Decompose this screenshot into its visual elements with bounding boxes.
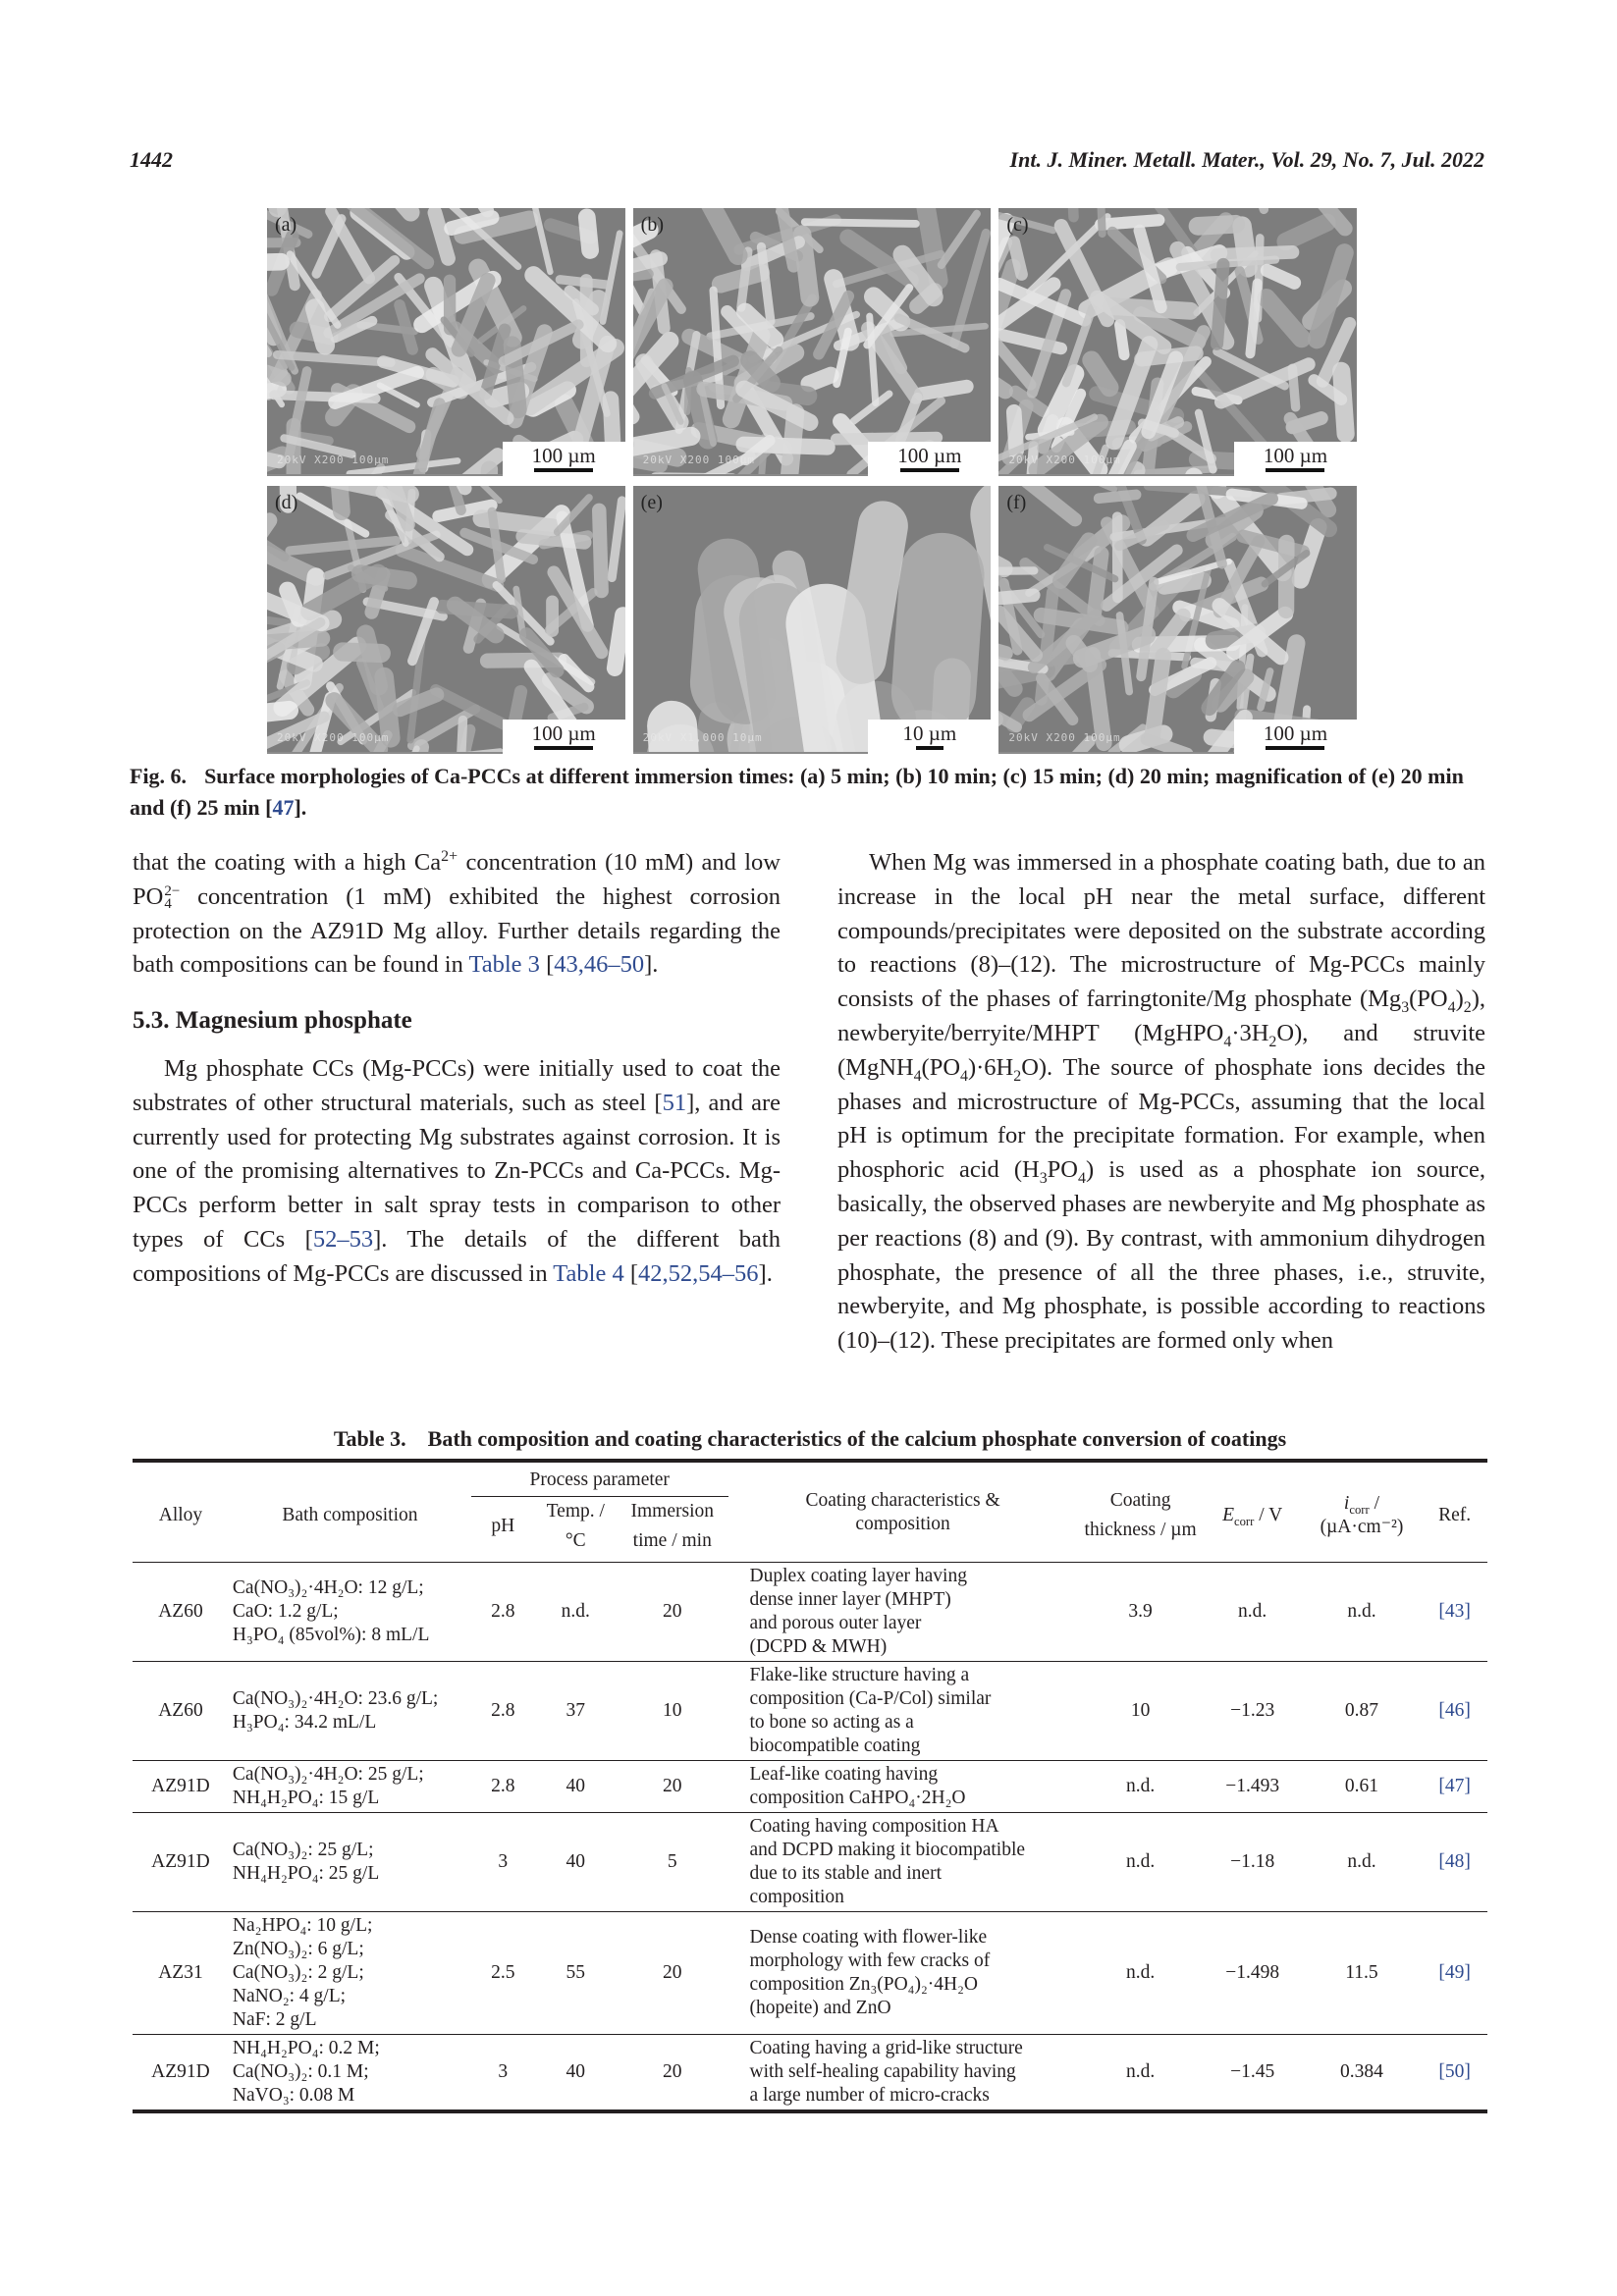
col-header-ref: Ref. xyxy=(1422,1461,1487,1563)
panel-label: (c) xyxy=(1006,214,1029,236)
bath-line: NH₄H₂PO₄: 0.2 M; xyxy=(232,2038,380,2058)
scale-bar xyxy=(868,442,991,476)
sem-micrograph xyxy=(998,486,1357,752)
cell-characteristics xyxy=(728,1563,1078,1662)
cell-icorr: n.d. xyxy=(1302,1813,1422,1912)
bath-line: NH₄H₂PO₄: 15 g/L xyxy=(232,1788,380,1808)
scale-bar-label: 10 µm xyxy=(902,721,957,745)
cell-alloy: AZ31 xyxy=(133,1912,229,2035)
panel-label: (a) xyxy=(275,214,297,236)
cell-bath xyxy=(229,1912,471,2035)
bath-line: Zn(NO₃)₂: 6 g/L; xyxy=(232,1939,364,1959)
panel-label: (b) xyxy=(640,214,664,236)
scale-bar-line xyxy=(1266,468,1324,472)
scale-bar xyxy=(868,720,991,754)
bath-line: Na₂HPO₄: 10 g/L; xyxy=(232,1915,373,1936)
cell-bath xyxy=(229,1563,471,1662)
citation-link[interactable]: 52–53 xyxy=(312,1225,374,1253)
characteristics-line: Dense coating with flower-like xyxy=(749,1927,988,1948)
cell-temp: 40 xyxy=(535,1761,617,1813)
text: ) is used as a phosphate ion source, basically, the observed phases are newberyite and Mg phosphate as per reactions (8) and (9). By contrast, with ammonium dihydrogen phosphate, the presence of all the three phases, i.e., struvite, newberyite, and Mg phosphate, is possible according to reactions (10)–(12). These precipitates are formed only when xyxy=(837,1156,1485,1355)
characteristics-line: Duplex coating layer having xyxy=(749,1566,967,1586)
cell-time: 20 xyxy=(617,1761,728,1813)
scale-bar xyxy=(1234,720,1357,754)
cell-time: 20 xyxy=(617,1563,728,1662)
characteristics-line: composition CaHPO₄·2H₂O xyxy=(749,1788,966,1808)
page-number: 1442 xyxy=(130,147,173,172)
cell-ecorr: n.d. xyxy=(1204,1563,1302,1662)
cell-bath xyxy=(229,1813,471,1912)
cell-time: 20 xyxy=(617,1912,728,2035)
text: (PO xyxy=(921,1053,961,1081)
text: (PO xyxy=(1409,986,1448,1013)
cell-ph: 2.5 xyxy=(471,1912,535,2035)
sem-image-panel xyxy=(998,486,1357,754)
cell-icorr: n.d. xyxy=(1302,1563,1422,1662)
bath-line: H₃PO₄ (85vol%): 8 mL/L xyxy=(232,1625,430,1645)
text: O), and struvite (MgNH xyxy=(837,1019,1485,1081)
scale-bar-label: 100 µm xyxy=(897,444,962,467)
subscript: corr xyxy=(1349,1502,1370,1517)
col-header-ecorr xyxy=(1204,1461,1302,1563)
citation-link[interactable]: 42,52,54–56 xyxy=(638,1259,759,1287)
scale-bar-label: 100 µm xyxy=(531,444,596,467)
subscript: corr xyxy=(1233,1514,1255,1528)
text: )·6H xyxy=(967,1053,1014,1081)
bath-line: Ca(NO₃)₂·4H₂O: 12 g/L; xyxy=(232,1577,424,1598)
sem-info-text: 20kV X200 100µm xyxy=(277,731,390,744)
text: PO xyxy=(1047,1156,1078,1184)
citation-link[interactable]: 51 xyxy=(662,1089,687,1116)
sem-micrograph xyxy=(633,486,992,752)
table-row xyxy=(133,1662,1487,1761)
figure-caption xyxy=(130,761,1486,824)
scale-bar-line xyxy=(1266,746,1324,750)
characteristics-line: (hopeite) and ZnO xyxy=(749,1998,891,2018)
cell-characteristics xyxy=(728,1662,1078,1761)
bath-line: NH₄H₂PO₄: 25 g/L xyxy=(232,1863,380,1884)
scale-bar xyxy=(503,442,625,476)
bath-line: H₃PO₄: 34.2 mL/L xyxy=(232,1712,377,1733)
characteristics-line: and porous outer layer xyxy=(749,1613,922,1633)
panel-label: (e) xyxy=(640,492,663,513)
sem-micrograph xyxy=(998,208,1357,474)
cell-ref-link[interactable]: [50] xyxy=(1422,2035,1487,2112)
col-header-alloy: Alloy xyxy=(133,1461,229,1563)
characteristics-line: dense inner layer (MHPT) xyxy=(749,1589,951,1610)
bath-line: Ca(NO₃)₂: 25 g/L; xyxy=(232,1840,374,1860)
cell-ecorr: −1.45 xyxy=(1204,2035,1302,2112)
subscript: 4 xyxy=(913,1067,922,1085)
sem-info-text: 20kV X1,000 10µm xyxy=(642,731,763,744)
paragraph xyxy=(133,846,781,983)
bath-line: Ca(NO₃)₂: 2 g/L; xyxy=(232,1962,364,1983)
text: O). The source of phosphate ions decides the phases and microstructure of Mg-PCCs, assuming that the local pH is optimum for the precipitate formation. For example, when phosphoric acid (H xyxy=(837,1053,1485,1184)
cell-temp: 55 xyxy=(535,1912,617,2035)
cell-icorr: 0.384 xyxy=(1302,2035,1422,2112)
table-label: Table 3. xyxy=(333,1426,406,1451)
table-3-link[interactable]: Table 3 xyxy=(468,951,540,979)
scale-bar-line xyxy=(900,468,959,472)
cell-temp: 37 xyxy=(535,1662,617,1761)
col-header-temp: Temp. / °C xyxy=(535,1497,617,1563)
scale-bar-line xyxy=(534,746,593,750)
cell-ref-link[interactable]: [43] xyxy=(1422,1563,1487,1662)
text: When Mg was immersed in a phosphate coating bath, due to an increase in the local pH near the metal surface, different compounds/precipitates were deposited on the substrate according to reactions (8)–(12). The microstructure of Mg-PCCs mainly consists of the phases of farringtonite/Mg phosphate (Mg xyxy=(837,849,1485,1013)
subscript: 4 xyxy=(164,896,172,913)
cell-ph: 2.8 xyxy=(471,1761,535,1813)
text: [ xyxy=(623,1259,639,1287)
cell-ref-link[interactable]: [47] xyxy=(1422,1761,1487,1813)
cell-ref-link[interactable]: [48] xyxy=(1422,1813,1487,1912)
sem-info-text: 20kV X200 100µm xyxy=(1008,731,1121,744)
cell-characteristics xyxy=(728,1912,1078,2035)
section-heading: 5.3. Magnesium phosphate xyxy=(133,1007,412,1035)
text: ], and are currently used for protecting Mg substrates against corrosion. It is one of the promising alternatives to Zn-PCCs and Ca-PCCs. Mg-PCCs perform better in salt spray tests in comparison to other types of CCs [ xyxy=(133,1089,781,1253)
subscript: 4 xyxy=(1223,1033,1232,1050)
characteristics-line: with self-healing capability having xyxy=(749,2061,1016,2082)
subscript: 3 xyxy=(1039,1170,1048,1188)
text: ]. xyxy=(644,951,659,979)
table-row xyxy=(133,1912,1487,2035)
col-header-process: Process parameter xyxy=(471,1461,728,1497)
subscript: 4 xyxy=(960,1067,968,1085)
cell-alloy: AZ91D xyxy=(133,1761,229,1813)
text: concentration (10 mM) and low PO xyxy=(133,849,781,910)
ecorr-unit: / V xyxy=(1254,1504,1283,1525)
cell-characteristics xyxy=(728,1813,1078,1912)
cell-icorr: 0.87 xyxy=(1302,1662,1422,1761)
paragraph xyxy=(133,1052,781,1292)
bath-line: CaO: 1.2 g/L; xyxy=(232,1601,339,1622)
icorr-unit: / (µA·cm⁻²) xyxy=(1320,1492,1404,1537)
table-3 xyxy=(133,1459,1487,2113)
subscript: 4 xyxy=(1078,1170,1086,1188)
sem-info-text: 20kV X200 100µm xyxy=(277,454,390,466)
bath-line: NaVO₃: 0.08 M xyxy=(232,2085,355,2106)
cell-thickness: n.d. xyxy=(1078,1912,1204,2035)
cell-alloy: AZ60 xyxy=(133,1563,229,1662)
bath-line: NaNO₂: 4 g/L; xyxy=(232,1986,347,2006)
text: ]. The details of the different bath compositions of Mg-PCCs are discussed in xyxy=(133,1225,781,1287)
bath-line: NaF: 2 g/L xyxy=(232,2009,317,2030)
col-header-bath: Bath composition xyxy=(229,1461,471,1563)
right-column xyxy=(837,846,1485,1359)
icorr-symbol: i xyxy=(1343,1492,1350,1514)
subscript: 2 xyxy=(1013,1067,1022,1085)
subscript: 2 xyxy=(1463,999,1472,1017)
paragraph xyxy=(837,846,1485,1359)
text: Mg phosphate CCs (Mg-PCCs) were initially used to coat the substrates of other structural materials, such as steel [ xyxy=(133,1054,781,1116)
superscript: 2+ xyxy=(441,847,458,865)
cell-thickness: n.d. xyxy=(1078,1813,1204,1912)
cell-ecorr: −1.18 xyxy=(1204,1813,1302,1912)
citation-link[interactable]: 43,46–50 xyxy=(554,951,645,979)
cell-ref-link[interactable]: [46] xyxy=(1422,1662,1487,1761)
cell-ecorr: −1.493 xyxy=(1204,1761,1302,1813)
sem-info-text: 20kV X200 100µm xyxy=(642,454,755,466)
bath-line: Ca(NO₃)₂·4H₂O: 23.6 g/L; xyxy=(232,1688,439,1709)
characteristics-line: composition (Ca-P/Col) similar xyxy=(749,1688,992,1709)
figure-label: Fig. 6. xyxy=(130,764,188,788)
subscript: 3 xyxy=(1401,999,1410,1017)
col-header-immersion: Immersion time / min xyxy=(617,1497,728,1563)
text: ), newberyite/berryite/MHPT (MgHPO xyxy=(837,986,1485,1046)
cell-thickness: 10 xyxy=(1078,1662,1204,1761)
characteristics-line: composition xyxy=(749,1887,844,1907)
cell-temp: n.d. xyxy=(535,1563,617,1662)
cell-thickness: n.d. xyxy=(1078,2035,1204,2112)
subscript: 2 xyxy=(1268,1033,1277,1050)
cell-ph: 3 xyxy=(471,1813,535,1912)
table-row xyxy=(133,1761,1487,1813)
sem-image-panel xyxy=(267,486,625,754)
figure-6 xyxy=(267,208,1357,754)
cell-ecorr: −1.498 xyxy=(1204,1912,1302,2035)
sem-micrograph xyxy=(267,208,625,474)
table-4-link[interactable]: Table 4 xyxy=(553,1259,624,1287)
text: ·3H xyxy=(1231,1019,1269,1046)
sem-info-text: 20kV X200 100µm xyxy=(1008,454,1121,466)
cell-ph: 2.8 xyxy=(471,1563,535,1662)
superscript: 2− xyxy=(164,883,181,900)
col-header-icorr xyxy=(1302,1461,1422,1563)
cell-thickness: n.d. xyxy=(1078,1761,1204,1813)
cell-temp: 40 xyxy=(535,2035,617,2112)
cell-icorr: 0.61 xyxy=(1302,1761,1422,1813)
cell-alloy: AZ60 xyxy=(133,1662,229,1761)
table-caption xyxy=(133,1426,1487,1452)
cell-ph: 2.8 xyxy=(471,1662,535,1761)
scale-bar-label: 100 µm xyxy=(1263,721,1328,745)
characteristics-line: Coating having a grid-like structure xyxy=(749,2038,1023,2058)
table-row xyxy=(133,1563,1487,1662)
table-row xyxy=(133,1813,1487,1912)
sem-image-panel xyxy=(998,208,1357,476)
scale-bar-line xyxy=(534,468,593,472)
cell-alloy: AZ91D xyxy=(133,2035,229,2112)
sem-image-panel xyxy=(633,208,992,476)
sem-image-panel xyxy=(267,208,625,476)
scale-bar xyxy=(1234,442,1357,476)
characteristics-line: Leaf-like coating having xyxy=(749,1764,939,1785)
bath-line: Ca(NO₃)₂: 0.1 M; xyxy=(232,2061,369,2082)
sem-image-panel xyxy=(633,486,992,754)
text: ) xyxy=(1455,986,1464,1013)
cell-time: 20 xyxy=(617,2035,728,2112)
characteristics-line: Coating having composition HA xyxy=(749,1816,999,1837)
cell-thickness: 3.9 xyxy=(1078,1563,1204,1662)
cell-alloy: AZ91D xyxy=(133,1813,229,1912)
cell-characteristics xyxy=(728,2035,1078,2112)
text: that the coating with a high Ca xyxy=(133,849,442,876)
bath-line: Ca(NO₃)₂·4H₂O: 25 g/L; xyxy=(232,1764,424,1785)
scale-bar-label: 100 µm xyxy=(531,721,596,745)
characteristics-line: composition Zn₃(PO₄)₂·4H₂O xyxy=(749,1974,978,1995)
table-row xyxy=(133,2035,1487,2112)
sem-micrograph xyxy=(267,486,625,752)
table-caption-text: Bath composition and coating characteristics of the calcium phosphate conversion of coatings xyxy=(427,1426,1287,1451)
text: ]. xyxy=(758,1259,773,1287)
figure-caption-text: Surface morphologies of Ca-PCCs at different immersion times: (a) 5 min; (b) 10 min; (c) 15 min; (d) 20 min; magnification of (e) 20 min and (f) 25 min [ xyxy=(130,764,1464,820)
cell-bath xyxy=(229,1662,471,1761)
characteristics-line: (DCPD & MWH) xyxy=(749,1636,888,1657)
cell-characteristics xyxy=(728,1761,1078,1813)
text: concentration (1 mM) exhibited the highest corrosion protection on the AZ91D Mg alloy. Further details regarding the bath compositions can be found in xyxy=(133,882,781,979)
cell-temp: 40 xyxy=(535,1813,617,1912)
cell-bath xyxy=(229,1761,471,1813)
cell-bath xyxy=(229,2035,471,2112)
characteristics-line: a large number of micro-cracks xyxy=(749,2085,990,2106)
characteristics-line: Flake-like structure having a xyxy=(749,1665,970,1685)
panel-label: (f) xyxy=(1006,492,1027,513)
scale-bar-label: 100 µm xyxy=(1263,444,1328,467)
scale-bar-line xyxy=(916,746,943,750)
cell-icorr: 11.5 xyxy=(1302,1912,1422,2035)
ecorr-symbol: E xyxy=(1222,1504,1234,1525)
col-header-characteristics: Coating characteristics & composition xyxy=(728,1461,1078,1563)
subscript: 4 xyxy=(1447,999,1456,1017)
text: [ xyxy=(539,951,555,979)
cell-ecorr: −1.23 xyxy=(1204,1662,1302,1761)
col-header-thickness: Coating thickness / µm xyxy=(1078,1461,1204,1563)
characteristics-line: and DCPD making it biocompatible xyxy=(749,1840,1026,1860)
characteristics-line: to bone so acting as a xyxy=(749,1712,914,1733)
characteristics-line: morphology with few cracks of xyxy=(749,1950,991,1971)
cell-ref-link[interactable]: [49] xyxy=(1422,1912,1487,2035)
panel-label: (d) xyxy=(275,492,298,513)
characteristics-line: biocompatible coating xyxy=(749,1735,921,1756)
citation-link[interactable]: 47 xyxy=(272,795,295,820)
col-header-ph: pH xyxy=(471,1497,535,1563)
caption-end: ]. xyxy=(294,795,307,820)
sem-micrograph xyxy=(633,208,992,474)
cell-ph: 3 xyxy=(471,2035,535,2112)
scale-bar xyxy=(503,720,625,754)
left-column xyxy=(133,846,781,1292)
journal-header: Int. J. Miner. Metall. Mater., Vol. 29, No. 7, Jul. 2022 xyxy=(1009,147,1484,172)
cell-time: 10 xyxy=(617,1662,728,1761)
characteristics-line: due to its stable and inert xyxy=(749,1863,942,1884)
cell-time: 5 xyxy=(617,1813,728,1912)
